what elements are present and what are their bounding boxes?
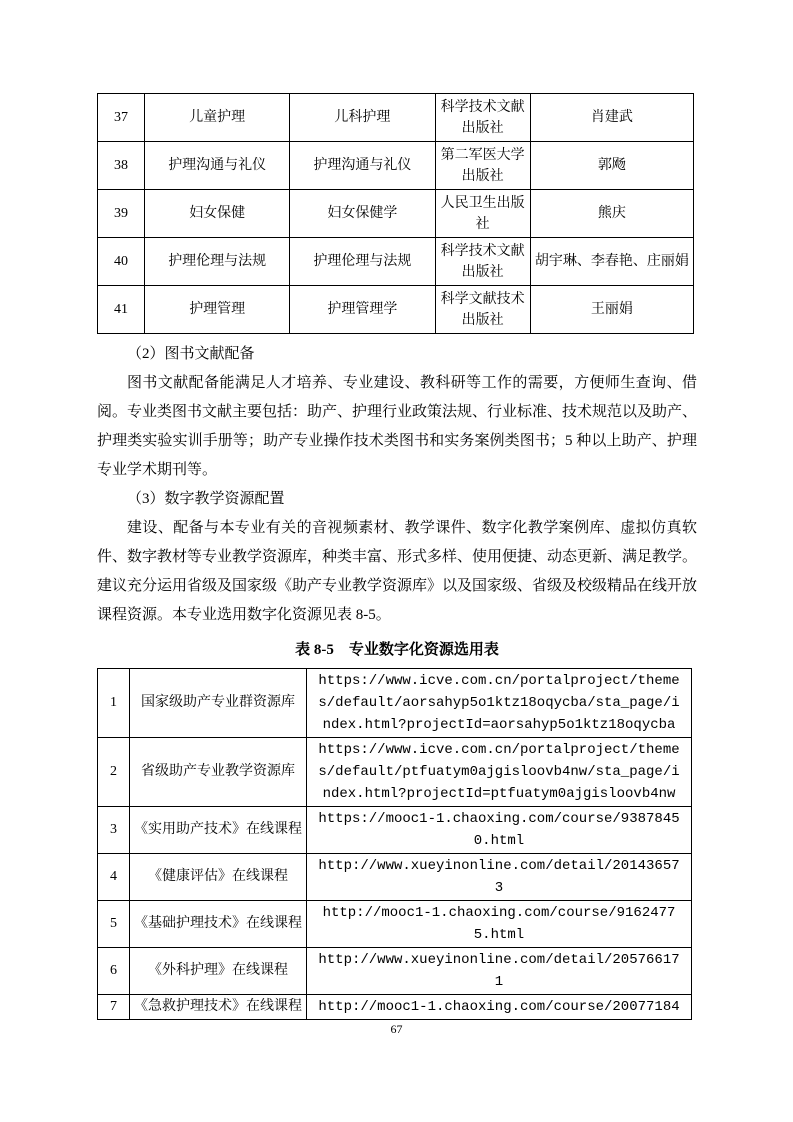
cell-no: 5: [98, 901, 130, 948]
cell-no: 41: [98, 286, 145, 334]
textbook-table: [97, 93, 694, 334]
cell-author: 熊庆: [530, 190, 693, 238]
table-caption: 表 8-5 专业数字化资源选用表: [295, 642, 499, 658]
cell-resource-url: http://www.xueyinonline.com/detail/205766171: [307, 948, 692, 995]
table-row: [98, 669, 692, 738]
section-heading: （2）图书文献配备: [127, 346, 255, 362]
cell-resource-name: 省级助产专业教学资源库: [130, 738, 307, 807]
cell-resource-name: 《实用助产技术》在线课程: [130, 807, 307, 854]
cell-author: 胡宇琳、李春艳、庄丽娟: [530, 238, 693, 286]
cell-publisher: 第二军医大学出版社: [435, 142, 530, 190]
cell-author: 肖建武: [530, 94, 693, 142]
paragraph: 建设、配备与本专业有关的音视频素材、教学课件、数字化教学案例库、虚拟仿真软件、数字教材等专业教学资源库，种类丰富、形式多样、使用便捷、动态更新、满足教学。建议充分运用省级及国家级《助产专业教学资源库》以及国家级、省级及校级精品在线开放课程资源。本专业选用数字化资源见表 8-5。: [97, 520, 698, 623]
cell-resource-name: 《健康评估》在线课程: [130, 854, 307, 901]
cell-resource-url: https://mooc1-1.chaoxing.com/course/93878450.html: [307, 807, 692, 854]
table-row: [98, 807, 692, 854]
table-row: [98, 738, 692, 807]
table-row: [98, 854, 692, 901]
cell-resource-name: 《急救护理技术》在线课程: [130, 995, 307, 1020]
cell-resource-url: https://www.icve.com.cn/portalproject/themes/default/ptfuatym0ajgisloovb4nw/sta_page/index.html?projectId=ptfuatym0ajgisloovb4nw: [307, 738, 692, 807]
cell-textbook: 儿科护理: [290, 94, 435, 142]
section-heading: （3）数字教学资源配置: [127, 491, 285, 507]
paragraph: 图书文献配备能满足人才培养、专业建设、教科研等工作的需要，方便师生查询、借阅。专业类图书文献主要包括：助产、护理行业政策法规、行业标准、技术规范以及助产、护理类实验实训手册等；助产专业操作技术类图书和实务案例类图书；5 种以上助产、护理专业学术期刊等。: [97, 375, 698, 478]
cell-resource-name: 《外科护理》在线课程: [130, 948, 307, 995]
cell-course: 妇女保健: [145, 190, 290, 238]
page-number: 67: [390, 1022, 403, 1036]
cell-resource-name: 国家级助产专业群资源库: [130, 669, 307, 738]
table-row: [98, 238, 694, 286]
cell-no: 39: [98, 190, 145, 238]
cell-no: 1: [98, 669, 130, 738]
cell-course: 护理沟通与礼仪: [145, 142, 290, 190]
table-row: [98, 286, 694, 334]
cell-course: 儿童护理: [145, 94, 290, 142]
table-row: [98, 94, 694, 142]
digital-resource-table: [97, 668, 692, 1020]
cell-textbook: 护理沟通与礼仪: [290, 142, 435, 190]
cell-no: 37: [98, 94, 145, 142]
cell-no: 40: [98, 238, 145, 286]
body-text: [97, 340, 697, 630]
cell-textbook: 护理管理学: [290, 286, 435, 334]
cell-resource-url: https://www.icve.com.cn/portalproject/themes/default/aorsahyp5o1ktz18oqycba/sta_page/index.html?projectId=aorsahyp5o1ktz18oqycba: [307, 669, 692, 738]
cell-publisher: 人民卫生出版社: [435, 190, 530, 238]
cell-author: 王丽娟: [530, 286, 693, 334]
table-row: [98, 901, 692, 948]
cell-no: 7: [98, 995, 130, 1020]
cell-resource-url: http://www.xueyinonline.com/detail/201436573: [307, 854, 692, 901]
cell-publisher: 科学技术文献出版社: [435, 94, 530, 142]
cell-no: 4: [98, 854, 130, 901]
cell-author: 郭飏: [530, 142, 693, 190]
cell-resource-url: http://mooc1-1.chaoxing.com/course/91624775.html: [307, 901, 692, 948]
cell-publisher: 科学技术文献出版社: [435, 238, 530, 286]
cell-no: 3: [98, 807, 130, 854]
cell-no: 6: [98, 948, 130, 995]
cell-course: 护理管理: [145, 286, 290, 334]
table-row: [98, 142, 694, 190]
cell-course: 护理伦理与法规: [145, 238, 290, 286]
cell-no: 2: [98, 738, 130, 807]
table-row: [98, 995, 692, 1020]
cell-publisher: 科学文献技术出版社: [435, 286, 530, 334]
cell-textbook: 护理伦理与法规: [290, 238, 435, 286]
table-row: [98, 190, 694, 238]
cell-no: 38: [98, 142, 145, 190]
table-row: [98, 948, 692, 995]
cell-resource-name: 《基础护理技术》在线课程: [130, 901, 307, 948]
cell-textbook: 妇女保健学: [290, 190, 435, 238]
cell-resource-url: http://mooc1-1.chaoxing.com/course/20077184: [307, 995, 692, 1020]
